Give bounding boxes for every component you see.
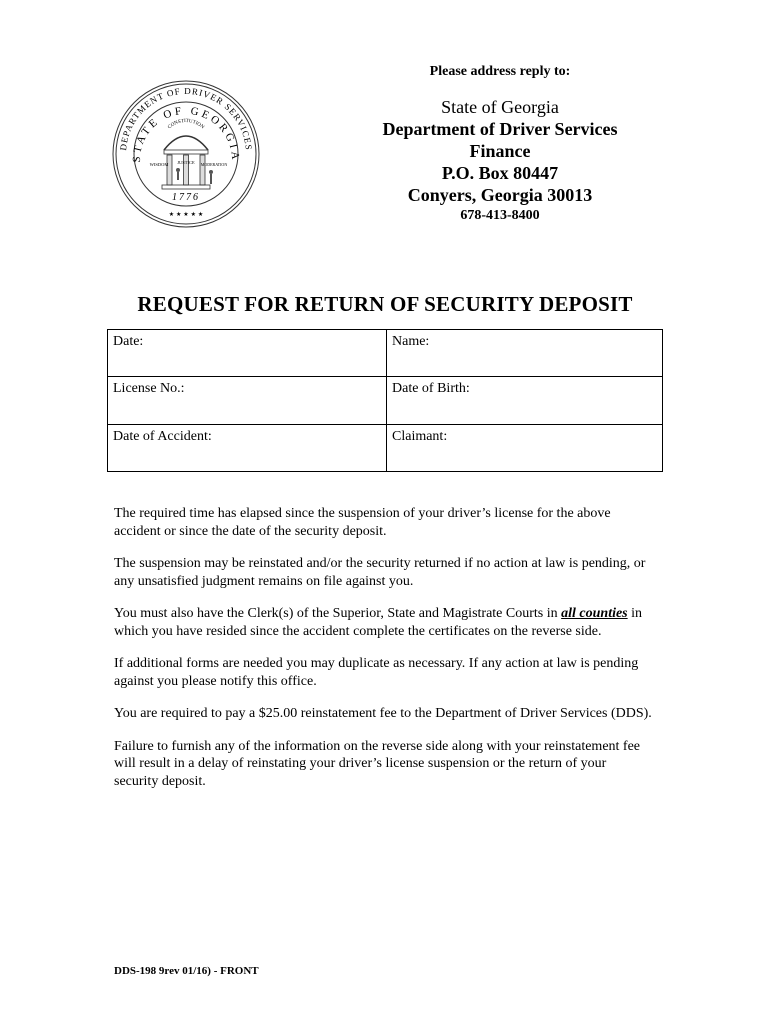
claimant-field[interactable] bbox=[387, 424, 663, 471]
date-field[interactable] bbox=[108, 330, 387, 377]
deposit-fields-table bbox=[107, 329, 663, 472]
name-field[interactable] bbox=[387, 330, 663, 377]
seal-inner-text: STATE OF GEORGIA bbox=[130, 104, 242, 163]
seal-banner-center: JUSTICE bbox=[177, 160, 195, 165]
mailing-address bbox=[330, 96, 670, 226]
state-seal bbox=[112, 80, 260, 228]
seal-arch-text: CONSTITUTION bbox=[167, 118, 205, 131]
form-id: DDS-198 9rev 01/16) - FRONT bbox=[114, 965, 259, 977]
paragraph-6: Failure to furnish any of the information on the reverse side along with your reinstatement fee will result in a delay of reinstating your driver’s license suspension or the return of your security deposit. bbox=[114, 738, 641, 789]
instructions bbox=[114, 505, 654, 805]
address-line-5: Conyers, Georgia 30013 bbox=[407, 185, 593, 205]
address-phone: 678-413-8400 bbox=[460, 208, 540, 223]
seal-banner-right: MODERATION bbox=[200, 162, 228, 167]
form-title: REQUEST FOR RETURN OF SECURITY DEPOSIT bbox=[137, 292, 633, 316]
svg-text:★ ★ ★ ★ ★: ★ ★ ★ ★ ★ bbox=[168, 211, 204, 218]
seal-outer-text: DEPARTMENT OF DRIVER SERVICES bbox=[118, 85, 254, 152]
date-label: Date: bbox=[113, 334, 144, 349]
paragraph-3-end: in which you have resided since the accident complete the certificates on the reverse side. bbox=[114, 606, 643, 639]
date-of-birth-field[interactable] bbox=[387, 377, 663, 424]
paragraph-3-start: You must also have the Clerk(s) of the Superior, State and Magistrate Courts in bbox=[114, 606, 562, 621]
name-label: Name: bbox=[392, 334, 430, 349]
paragraph-5: You are required to pay a $25.00 reinstatement fee to the Department of Driver Services (DDS). bbox=[114, 706, 652, 721]
license-no-label: License No.: bbox=[113, 381, 185, 397]
address-line-4: P.O. Box 80447 bbox=[441, 163, 559, 183]
seal-banner-left: WISDOM bbox=[149, 162, 169, 167]
seal-year: 1776 bbox=[172, 192, 200, 203]
claimant-label: Claimant: bbox=[392, 428, 448, 444]
date-of-accident-label: Date of Accident: bbox=[113, 428, 212, 444]
license-no-field[interactable] bbox=[108, 377, 387, 424]
paragraph-2: The suspension may be reinstated and/or the security returned if no action at law is pending, or any unsatisfied judgment remains on file against you. bbox=[114, 556, 646, 589]
all-counties-emphasis: all counties bbox=[561, 606, 628, 621]
address-line-3: Finance bbox=[469, 141, 531, 161]
paragraph-3 bbox=[114, 605, 654, 640]
paragraph-4: If additional forms are needed you may duplicate as necessary. If any action at law is pending against you please notify this office. bbox=[114, 656, 639, 689]
paragraph-1: The required time has elapsed since the suspension of your driver’s license for the above accident or since the date of the security deposit. bbox=[114, 506, 611, 539]
reply-header: Please address reply to: bbox=[429, 64, 571, 79]
date-of-birth-label: Date of Birth: bbox=[392, 381, 470, 397]
address-line-2: Department of Driver Services bbox=[382, 119, 618, 139]
address-line-1: State of Georgia bbox=[441, 97, 559, 117]
date-of-accident-field[interactable] bbox=[108, 424, 387, 471]
